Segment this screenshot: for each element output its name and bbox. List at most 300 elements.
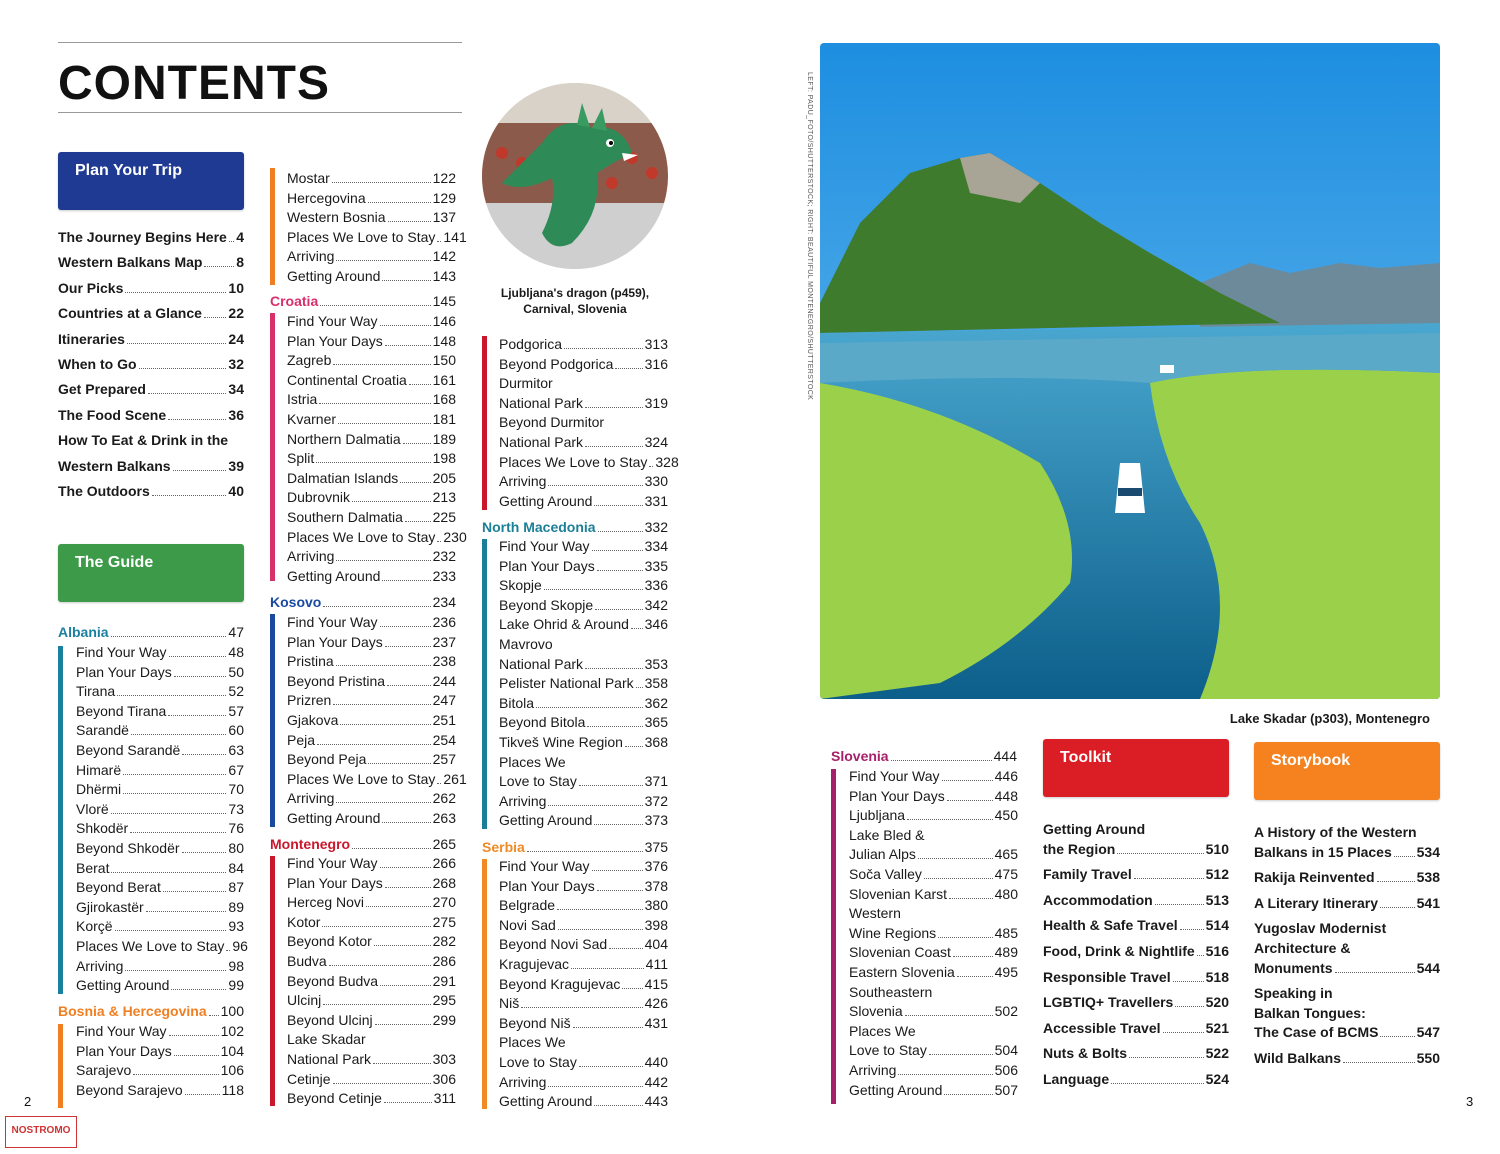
- toc-entry[interactable]: [849, 767, 1018, 785]
- toc-entry[interactable]: [287, 449, 456, 467]
- toc-entry[interactable]: [849, 1081, 1018, 1099]
- toc-entry[interactable]: [76, 839, 244, 857]
- dot-leader: [1175, 1006, 1203, 1007]
- section-montenegro[interactable]: [270, 835, 456, 853]
- toc-entry[interactable]: [76, 1042, 244, 1060]
- toc-entry[interactable]: [499, 615, 668, 633]
- entry-title: Health & Safe Travel: [1043, 917, 1178, 934]
- toc-entry[interactable]: [499, 472, 668, 490]
- toc-entry[interactable]: [849, 1002, 1018, 1020]
- dragon-caption: [482, 285, 668, 317]
- dragon-photo: [482, 83, 668, 269]
- entry-page: 22: [228, 305, 244, 322]
- storybook-entry[interactable]: [1254, 868, 1440, 886]
- toc-entry[interactable]: [287, 952, 456, 970]
- toc-entry[interactable]: [499, 713, 668, 731]
- section-croatia[interactable]: [270, 292, 456, 310]
- section-serbia[interactable]: [482, 838, 668, 856]
- entry-title: Ljubljana: [849, 807, 906, 824]
- entry-line-top: Mavrovo: [499, 636, 553, 652]
- entry-title: Southern Dalmatia: [287, 509, 403, 525]
- dot-leader: [323, 606, 430, 607]
- entry-page: 10: [228, 279, 244, 296]
- toc-entry[interactable]: [287, 469, 456, 487]
- dot-leader: [131, 734, 226, 735]
- toc-entry[interactable]: [287, 1089, 456, 1107]
- plan-entry[interactable]: [58, 457, 244, 475]
- entry-title: Pristina: [287, 653, 334, 670]
- dot-leader: [384, 1102, 432, 1103]
- entry-title: Himarë: [76, 761, 122, 778]
- dot-leader: [133, 1074, 218, 1075]
- toc-entry[interactable]: [76, 1081, 244, 1099]
- plan-entry[interactable]: [58, 406, 244, 424]
- toc-entry[interactable]: [76, 1061, 244, 1079]
- dot-leader: [544, 589, 643, 590]
- toc-entry[interactable]: [287, 567, 456, 585]
- entry-title: Getting Around: [499, 492, 593, 509]
- section-page: 375: [644, 839, 668, 855]
- entry-title: Western Balkans Map: [58, 254, 203, 271]
- entry-title: Sarajevo: [76, 1062, 132, 1079]
- toc-entry[interactable]: [499, 394, 668, 412]
- toc-entry[interactable]: [76, 761, 244, 779]
- entry-title: Sarandë: [76, 722, 129, 739]
- entry-page: 521: [1205, 1019, 1229, 1036]
- entry-page: 544: [1416, 959, 1440, 976]
- toc-entry[interactable]: [287, 488, 456, 506]
- toc-entry[interactable]: [499, 1053, 668, 1071]
- toc-entry[interactable]: [76, 800, 244, 818]
- toc-entry[interactable]: [76, 859, 244, 877]
- toc-entry[interactable]: [499, 674, 668, 692]
- toc-entry[interactable]: [499, 596, 668, 614]
- entry-title: The Journey Begins Here: [58, 229, 227, 245]
- toc-entry[interactable]: [849, 924, 1018, 942]
- toc-entry[interactable]: [499, 811, 668, 829]
- toc-entry[interactable]: [287, 932, 456, 950]
- entry-line-top: Places We: [849, 1022, 916, 1039]
- toc-entry[interactable]: [849, 787, 1018, 805]
- toc-entry[interactable]: [499, 492, 668, 510]
- toc-entry[interactable]: [287, 652, 456, 670]
- dot-leader: [1335, 972, 1415, 973]
- toc-entry[interactable]: [287, 430, 456, 448]
- toc-entry[interactable]: [76, 878, 244, 896]
- toc-entry[interactable]: [287, 874, 456, 892]
- toc-entry[interactable]: [287, 312, 456, 330]
- entry-line-top: Lake Skadar: [287, 1031, 366, 1048]
- toc-entry[interactable]: [849, 845, 1018, 863]
- dot-leader: [1129, 1057, 1204, 1058]
- toolkit-entry[interactable]: [1043, 1019, 1229, 1037]
- page-number-left: 2: [24, 1094, 32, 1109]
- page-title: CONTENTS: [58, 57, 330, 110]
- entry-page: 324: [644, 434, 668, 450]
- toc-entry[interactable]: [499, 994, 668, 1012]
- entry-page: 547: [1416, 1024, 1440, 1041]
- entry-page: 507: [994, 1081, 1018, 1098]
- toc-entry[interactable]: [499, 955, 668, 973]
- toc-entry[interactable]: [287, 228, 467, 246]
- entry-page: 534: [1416, 843, 1440, 860]
- entry-title: Western Bosnia: [287, 209, 386, 226]
- toc-entry[interactable]: [499, 772, 668, 790]
- toc-entry[interactable]: [287, 991, 456, 1009]
- plan-your-trip-header[interactable]: Plan Your Trip: [58, 152, 244, 210]
- entry-title: Bitola: [499, 694, 535, 711]
- entry-page: 316: [644, 355, 668, 372]
- toc-entry[interactable]: [287, 613, 456, 631]
- toc-entry[interactable]: [499, 792, 668, 810]
- entry-title: Beyond Peja: [287, 751, 367, 768]
- toc-entry[interactable]: [287, 750, 456, 768]
- toc-entry[interactable]: [499, 335, 668, 353]
- entry-page: 57: [228, 702, 244, 719]
- entry-page: 415: [644, 975, 668, 992]
- dot-leader: [905, 1015, 993, 1016]
- entry-title: Find Your Way: [76, 644, 167, 660]
- entry-title: Gjirokastër: [76, 898, 144, 915]
- dot-leader: [636, 687, 643, 688]
- toc-entry[interactable]: [76, 663, 244, 681]
- toc-entry[interactable]: [76, 819, 244, 837]
- toc-entry[interactable]: [76, 682, 244, 700]
- section-kosovo[interactable]: [270, 593, 456, 611]
- entry-page: 475: [994, 866, 1018, 882]
- entry-page: 73: [228, 800, 244, 817]
- entry-page: 141: [443, 228, 467, 245]
- toc-entry[interactable]: [499, 935, 668, 953]
- toolkit-entry[interactable]: [1043, 1044, 1229, 1062]
- entry-page: 330: [644, 473, 668, 490]
- dot-leader: [625, 746, 643, 747]
- toc-entry[interactable]: [849, 865, 1018, 883]
- dot-leader: [333, 704, 430, 705]
- entry-page: 233: [432, 567, 456, 584]
- dot-leader: [380, 985, 431, 986]
- storybook-header[interactable]: Storybook: [1254, 742, 1440, 800]
- toc-entry[interactable]: [76, 976, 244, 994]
- entry-line-top: Places We: [499, 753, 566, 770]
- dot-leader: [171, 989, 226, 990]
- toc-entry[interactable]: [287, 390, 456, 408]
- entry-title: The Case of BCMS: [1254, 1024, 1379, 1041]
- entry-title: Lake Ohrid & Around: [499, 616, 629, 633]
- dot-leader: [942, 780, 993, 781]
- toc-entry[interactable]: [76, 643, 244, 661]
- dot-leader: [592, 870, 643, 871]
- entry-page: 104: [220, 1042, 244, 1059]
- toc-entry[interactable]: [76, 780, 244, 798]
- toc-entry[interactable]: [499, 433, 668, 451]
- entry-page: 524: [1205, 1071, 1229, 1087]
- toc-entry[interactable]: [287, 672, 456, 690]
- plan-entry[interactable]: [58, 228, 244, 246]
- entry-title: Responsible Travel: [1043, 968, 1171, 985]
- toc-entry[interactable]: [287, 770, 467, 788]
- entry-title: Arriving: [287, 790, 335, 807]
- dot-leader: [380, 867, 431, 868]
- toc-entry[interactable]: [287, 711, 456, 729]
- section-name: Slovenia: [831, 748, 889, 764]
- entry-title: Beyond Berat: [76, 879, 161, 896]
- toc-entry[interactable]: [76, 721, 244, 739]
- entry-page: 225: [432, 509, 456, 525]
- entry-title: Slovenia: [849, 1003, 903, 1020]
- dot-leader: [148, 393, 226, 394]
- toc-entry[interactable]: [287, 332, 456, 350]
- top-rule: [58, 42, 462, 43]
- dot-leader: [333, 364, 430, 365]
- dot-leader: [366, 906, 431, 907]
- entry-page: 291: [432, 972, 456, 989]
- toc-entry[interactable]: [849, 963, 1018, 981]
- dot-leader: [382, 822, 430, 823]
- toc-entry[interactable]: [499, 896, 668, 914]
- toc-entry[interactable]: [287, 351, 456, 369]
- toc-entry[interactable]: [499, 1092, 668, 1110]
- entry-title: Eastern Slovenia: [849, 964, 955, 980]
- entry-page: 446: [994, 768, 1018, 784]
- toolkit-header[interactable]: Toolkit: [1043, 739, 1229, 797]
- entry-page: 306: [432, 1070, 456, 1087]
- toolkit-entry[interactable]: [1043, 1070, 1229, 1088]
- dot-leader: [594, 1105, 642, 1106]
- toc-entry[interactable]: [76, 917, 244, 935]
- plan-entry[interactable]: [58, 482, 244, 500]
- dot-leader: [548, 485, 642, 486]
- montenegro-bar-2: [482, 336, 487, 510]
- toc-entry[interactable]: [499, 694, 668, 712]
- storybook-entry[interactable]: [1254, 843, 1440, 861]
- entry-page: 143: [432, 268, 456, 284]
- toolkit-entry[interactable]: [1043, 968, 1229, 986]
- entry-page: 198: [432, 450, 456, 467]
- storybook-entry[interactable]: [1254, 1049, 1440, 1067]
- dot-leader: [125, 292, 226, 293]
- toc-entry[interactable]: [499, 916, 668, 934]
- photo-credit: LEFT: PADU_FOTO/SHUTTERSTOCK; RIGHT: BEAUTIFUL MONTENEGRO/SHUTTERSTOCK: [806, 72, 813, 401]
- entry-title: Nuts & Bolts: [1043, 1045, 1127, 1062]
- toc-entry[interactable]: [499, 975, 668, 993]
- toolkit-entry[interactable]: [1043, 891, 1229, 909]
- toc-entry[interactable]: [287, 691, 456, 709]
- entry-page: 266: [432, 855, 456, 871]
- entry-page: 93: [228, 918, 244, 935]
- plan-entry[interactable]: [58, 355, 244, 373]
- toc-entry[interactable]: [287, 247, 456, 265]
- storybook-entry[interactable]: [1254, 959, 1440, 977]
- entry-line-top: Southeastern: [849, 983, 933, 1000]
- toc-entry[interactable]: [76, 702, 244, 720]
- toc-entry[interactable]: [849, 1041, 1018, 1059]
- toc-entry[interactable]: [76, 898, 244, 916]
- toc-entry[interactable]: [287, 633, 456, 651]
- toc-entry[interactable]: [287, 972, 456, 990]
- dot-leader: [169, 656, 227, 657]
- toc-entry[interactable]: [499, 355, 668, 373]
- section-bosnia[interactable]: [58, 1002, 244, 1020]
- entry-page: 303: [432, 1051, 456, 1067]
- photo-caption: Lake Skadar (p303), Montenegro: [1229, 711, 1430, 726]
- toc-entry[interactable]: [287, 854, 456, 872]
- dot-leader: [226, 950, 230, 951]
- toc-entry[interactable]: [287, 267, 456, 285]
- toolkit-entry[interactable]: [1043, 840, 1229, 858]
- dot-leader: [336, 560, 430, 561]
- toc-entry[interactable]: [76, 1022, 244, 1040]
- toc-entry[interactable]: [499, 1073, 668, 1091]
- plan-entry[interactable]: [58, 330, 244, 348]
- entry-title: Kragujevac: [499, 956, 570, 972]
- entry-title: Beyond Bitola: [499, 714, 586, 731]
- toc-entry[interactable]: [287, 528, 467, 546]
- entry-page: 373: [644, 812, 668, 829]
- entry-page: 137: [432, 209, 456, 226]
- dot-leader: [111, 872, 226, 873]
- entry-page: 142: [432, 248, 456, 265]
- toc-entry[interactable]: [287, 371, 456, 389]
- dot-leader: [594, 505, 642, 506]
- dot-leader: [557, 909, 643, 910]
- dot-leader: [382, 280, 430, 281]
- the-guide-header[interactable]: The Guide: [58, 544, 244, 602]
- entry-title: Niš: [499, 995, 520, 1012]
- entry-title: Find Your Way: [499, 858, 590, 874]
- dot-leader: [204, 317, 226, 318]
- toc-entry[interactable]: [849, 885, 1018, 903]
- entry-title: Arriving: [287, 248, 335, 265]
- dot-leader: [587, 726, 642, 727]
- toc-entry[interactable]: [76, 937, 248, 955]
- entry-title: Countries at a Glance: [58, 305, 202, 322]
- entry-title: Find Your Way: [499, 538, 590, 554]
- toc-entry[interactable]: [499, 537, 668, 555]
- toc-entry[interactable]: [499, 877, 668, 895]
- entry-page: 102: [220, 1023, 244, 1039]
- entry-page: 67: [228, 761, 244, 778]
- toc-entry[interactable]: [287, 893, 456, 911]
- toc-entry[interactable]: [287, 169, 456, 187]
- entry-title: Hercegovina: [287, 189, 366, 206]
- toc-entry[interactable]: [499, 655, 668, 673]
- toc-entry[interactable]: [287, 547, 456, 565]
- entry-page: 168: [432, 391, 456, 408]
- toc-entry[interactable]: [499, 857, 668, 875]
- toc-entry[interactable]: [499, 1014, 668, 1032]
- entry-page: 404: [644, 936, 668, 953]
- dot-leader: [527, 851, 643, 852]
- toc-entry[interactable]: [287, 913, 456, 931]
- toolkit-entry[interactable]: [1043, 865, 1229, 883]
- entry-page: 311: [433, 1090, 456, 1107]
- toc-entry[interactable]: [849, 943, 1018, 961]
- dragon-caption-line2: Carnival, Slovenia: [523, 302, 627, 316]
- entry-page: 161: [432, 371, 456, 388]
- toc-entry[interactable]: [287, 189, 456, 207]
- entry-page: 480: [994, 885, 1018, 902]
- plan-entry[interactable]: [58, 279, 244, 297]
- toc-entry[interactable]: [849, 1061, 1018, 1079]
- section-name: Serbia: [482, 839, 525, 855]
- entry-page: 334: [644, 538, 668, 554]
- entry-title: Places We Love to Stay: [76, 938, 225, 954]
- toc-entry[interactable]: [499, 453, 679, 471]
- toc-entry[interactable]: [287, 1070, 456, 1088]
- toc-entry[interactable]: [287, 208, 456, 226]
- section-slovenia[interactable]: [831, 747, 1017, 765]
- toc-entry[interactable]: [499, 576, 668, 594]
- entry-title: Getting Around: [76, 977, 170, 994]
- dot-leader: [1111, 1083, 1204, 1084]
- entry-page: 411: [645, 956, 668, 972]
- toc-entry[interactable]: [287, 809, 456, 827]
- plan-entry[interactable]: [58, 380, 244, 398]
- entry-title: Podgorica: [499, 336, 563, 352]
- plan-entry[interactable]: [58, 304, 244, 322]
- section-north-macedonia[interactable]: [482, 518, 668, 536]
- toc-entry[interactable]: [287, 508, 456, 526]
- toc-entry[interactable]: [287, 410, 456, 428]
- entry-title: Arriving: [499, 1073, 547, 1090]
- dot-leader: [385, 345, 431, 346]
- entry-title: Beyond Sarandë: [76, 742, 181, 758]
- dot-leader: [332, 182, 431, 183]
- toolkit-entry[interactable]: [1043, 916, 1229, 934]
- toc-entry[interactable]: [76, 741, 244, 759]
- entry-line-top: Balkan Tongues:: [1254, 1004, 1366, 1021]
- entry-title: Shkodër: [76, 820, 129, 837]
- entry-title: Beyond Ulcinj: [287, 1011, 373, 1028]
- toc-entry[interactable]: [287, 1050, 456, 1068]
- section-page: 444: [993, 748, 1017, 764]
- entry-page: 148: [432, 332, 456, 349]
- toolkit-entry[interactable]: [1043, 993, 1229, 1011]
- entry-title: Arriving: [499, 792, 547, 809]
- entry-title: the Region: [1043, 840, 1116, 857]
- dragon-caption-line1: Ljubljana's dragon (p459),: [500, 286, 650, 300]
- dot-leader: [609, 948, 642, 949]
- storybook-entry[interactable]: [1254, 1023, 1440, 1041]
- toc-entry[interactable]: [76, 957, 244, 975]
- plan-entry[interactable]: [58, 253, 244, 271]
- toc-entry[interactable]: [287, 731, 456, 749]
- toc-entry[interactable]: [499, 733, 668, 751]
- entry-page: 506: [994, 1062, 1018, 1078]
- entry-page: 516: [1205, 943, 1229, 959]
- toc-entry[interactable]: [287, 1011, 456, 1029]
- entry-title: A Literary Itinerary: [1254, 894, 1378, 911]
- toc-entry[interactable]: [499, 557, 668, 575]
- storybook-entry[interactable]: [1254, 894, 1440, 912]
- section-albania[interactable]: [58, 623, 244, 641]
- dot-leader: [631, 628, 643, 629]
- dot-leader: [146, 911, 227, 912]
- entry-title: Plan Your Days: [499, 557, 595, 574]
- entry-page: 146: [432, 313, 456, 329]
- dot-leader: [374, 945, 431, 946]
- entry-page: 342: [644, 596, 668, 613]
- dot-leader: [127, 343, 226, 344]
- dot-leader: [319, 403, 430, 404]
- section-name: Croatia: [270, 293, 319, 309]
- toc-entry[interactable]: [849, 806, 1018, 824]
- entry-title: Accommodation: [1043, 891, 1153, 908]
- toolkit-entry[interactable]: [1043, 942, 1229, 960]
- entry-page: 34: [228, 381, 244, 398]
- toc-entry[interactable]: [287, 789, 456, 807]
